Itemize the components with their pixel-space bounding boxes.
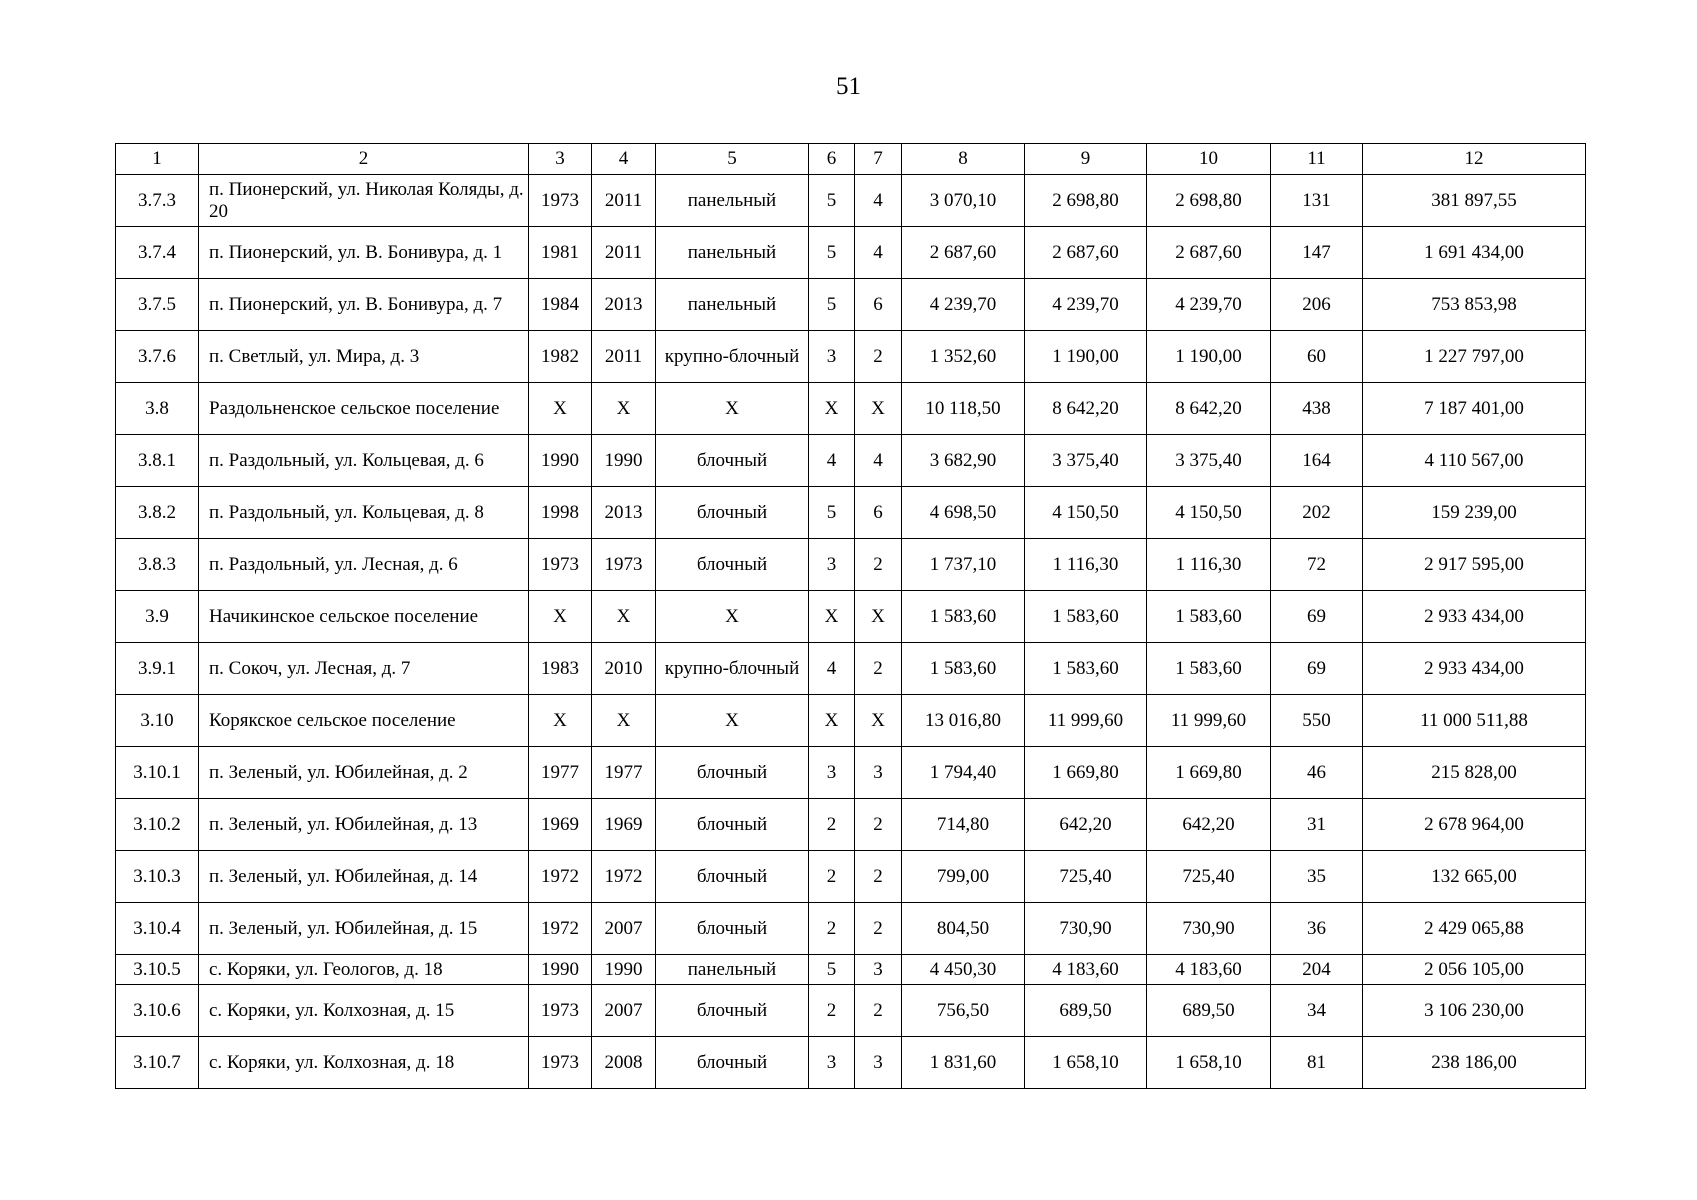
item-number-cell: 3.7.4 [116,227,199,279]
living-area-cell: 4 183,60 [1025,955,1147,985]
cost-cell: 2 429 065,88 [1363,903,1586,955]
build-year-cell: 1977 [529,747,592,799]
table-row [116,643,1586,695]
item-number-cell: 3.8.1 [116,435,199,487]
entrances-cell: 4 [855,175,902,227]
residential-area-cell: 2 698,80 [1147,175,1271,227]
column-header-12: 12 [1363,144,1586,175]
build-year-cell: 1973 [529,539,592,591]
item-number-cell: 3.7.6 [116,331,199,383]
address-cell: п. Пионерский, ул. В. Бонивура, д. 1 [199,227,529,279]
total-area-cell: 799,00 [902,851,1025,903]
residents-cell: 131 [1271,175,1363,227]
table-row [116,591,1586,643]
build-year-cell: 1972 [529,903,592,955]
renovation-year-cell: 2007 [592,985,656,1037]
total-area-cell: 10 118,50 [902,383,1025,435]
floors-cell: 5 [809,279,855,331]
living-area-cell: 4 239,70 [1025,279,1147,331]
address-cell: п. Раздольный, ул. Лесная, д. 6 [199,539,529,591]
cost-cell: 2 933 434,00 [1363,591,1586,643]
build-year-cell: Х [529,383,592,435]
address-cell: Раздольненское сельское поселение [199,383,529,435]
cost-cell: 2 678 964,00 [1363,799,1586,851]
floors-cell: 3 [809,1037,855,1089]
renovation-year-cell: 1969 [592,799,656,851]
build-year-cell: 1983 [529,643,592,695]
floors-cell: 3 [809,539,855,591]
build-year-cell: 1973 [529,985,592,1037]
wall-material-cell: блочный [656,539,809,591]
cost-cell: 11 000 511,88 [1363,695,1586,747]
living-area-cell: 11 999,60 [1025,695,1147,747]
renovation-year-cell: Х [592,383,656,435]
living-area-cell: 2 698,80 [1025,175,1147,227]
entrances-cell: 4 [855,227,902,279]
total-area-cell: 714,80 [902,799,1025,851]
residents-cell: 69 [1271,643,1363,695]
residents-cell: 69 [1271,591,1363,643]
item-number-cell: 3.10 [116,695,199,747]
entrances-cell: 3 [855,1037,902,1089]
residential-area-cell: 3 375,40 [1147,435,1271,487]
build-year-cell: Х [529,591,592,643]
item-number-cell: 3.7.5 [116,279,199,331]
address-cell: п. Раздольный, ул. Кольцевая, д. 6 [199,435,529,487]
build-year-cell: 1973 [529,1037,592,1089]
living-area-cell: 8 642,20 [1025,383,1147,435]
residents-cell: 147 [1271,227,1363,279]
entrances-cell: 2 [855,985,902,1037]
living-area-cell: 1 658,10 [1025,1037,1147,1089]
living-area-cell: 1 583,60 [1025,591,1147,643]
residential-area-cell: 642,20 [1147,799,1271,851]
entrances-cell: 2 [855,903,902,955]
floors-cell: 5 [809,955,855,985]
renovation-year-cell: 2007 [592,903,656,955]
cost-cell: 753 853,98 [1363,279,1586,331]
residential-area-cell: 1 669,80 [1147,747,1271,799]
total-area-cell: 1 831,60 [902,1037,1025,1089]
build-year-cell: 1973 [529,175,592,227]
table-row [116,1037,1586,1089]
total-area-cell: 3 682,90 [902,435,1025,487]
wall-material-cell: панельный [656,279,809,331]
item-number-cell: 3.8.2 [116,487,199,539]
floors-cell: Х [809,383,855,435]
total-area-cell: 4 239,70 [902,279,1025,331]
residents-cell: 35 [1271,851,1363,903]
renovation-year-cell: Х [592,591,656,643]
address-cell: п. Зеленый, ул. Юбилейная, д. 13 [199,799,529,851]
residents-cell: 72 [1271,539,1363,591]
address-cell: п. Зеленый, ул. Юбилейная, д. 15 [199,903,529,955]
floors-cell: 5 [809,227,855,279]
cost-cell: 2 056 105,00 [1363,955,1586,985]
total-area-cell: 3 070,10 [902,175,1025,227]
address-cell: п. Зеленый, ул. Юбилейная, д. 2 [199,747,529,799]
housing-table [115,143,1586,1089]
living-area-cell: 1 116,30 [1025,539,1147,591]
residential-area-cell: 730,90 [1147,903,1271,955]
residents-cell: 202 [1271,487,1363,539]
cost-cell: 132 665,00 [1363,851,1586,903]
floors-cell: Х [809,591,855,643]
wall-material-cell: блочный [656,985,809,1037]
table-row [116,695,1586,747]
address-cell: п. Зеленый, ул. Юбилейная, д. 14 [199,851,529,903]
item-number-cell: 3.10.7 [116,1037,199,1089]
residents-cell: 164 [1271,435,1363,487]
floors-cell: 5 [809,175,855,227]
column-header-3: 3 [529,144,592,175]
table-row [116,331,1586,383]
address-cell: п. Светлый, ул. Мира, д. 3 [199,331,529,383]
item-number-cell: 3.10.3 [116,851,199,903]
total-area-cell: 804,50 [902,903,1025,955]
renovation-year-cell: 2011 [592,227,656,279]
wall-material-cell: крупно-блочный [656,331,809,383]
column-header-2: 2 [199,144,529,175]
living-area-cell: 1 669,80 [1025,747,1147,799]
table-row [116,175,1586,227]
entrances-cell: 6 [855,279,902,331]
total-area-cell: 2 687,60 [902,227,1025,279]
entrances-cell: 2 [855,851,902,903]
residents-cell: 46 [1271,747,1363,799]
residential-area-cell: 725,40 [1147,851,1271,903]
table-header-row [116,144,1586,175]
living-area-cell: 730,90 [1025,903,1147,955]
entrances-cell: 2 [855,539,902,591]
cost-cell: 2 917 595,00 [1363,539,1586,591]
living-area-cell: 1 583,60 [1025,643,1147,695]
build-year-cell: 1998 [529,487,592,539]
floors-cell: 4 [809,643,855,695]
column-header-7: 7 [855,144,902,175]
build-year-cell: 1990 [529,435,592,487]
item-number-cell: 3.10.5 [116,955,199,985]
total-area-cell: 4 450,30 [902,955,1025,985]
address-cell: Корякское сельское поселение [199,695,529,747]
residents-cell: 204 [1271,955,1363,985]
living-area-cell: 725,40 [1025,851,1147,903]
wall-material-cell: панельный [656,175,809,227]
wall-material-cell: Х [656,695,809,747]
total-area-cell: 1 794,40 [902,747,1025,799]
floors-cell: Х [809,695,855,747]
column-header-5: 5 [656,144,809,175]
page-number: 51 [836,73,861,100]
wall-material-cell: блочный [656,903,809,955]
table-row [116,487,1586,539]
wall-material-cell: панельный [656,955,809,985]
address-cell: с. Коряки, ул. Колхозная, д. 18 [199,1037,529,1089]
renovation-year-cell: 2011 [592,331,656,383]
build-year-cell: 1990 [529,955,592,985]
cost-cell: 2 933 434,00 [1363,643,1586,695]
item-number-cell: 3.10.1 [116,747,199,799]
column-header-1: 1 [116,144,199,175]
floors-cell: 3 [809,331,855,383]
residential-area-cell: 4 183,60 [1147,955,1271,985]
table-row [116,985,1586,1037]
residents-cell: 31 [1271,799,1363,851]
wall-material-cell: Х [656,591,809,643]
cost-cell: 1 691 434,00 [1363,227,1586,279]
column-header-4: 4 [592,144,656,175]
item-number-cell: 3.9 [116,591,199,643]
renovation-year-cell: 1977 [592,747,656,799]
item-number-cell: 3.8 [116,383,199,435]
column-header-11: 11 [1271,144,1363,175]
column-header-8: 8 [902,144,1025,175]
renovation-year-cell: 1973 [592,539,656,591]
residents-cell: 550 [1271,695,1363,747]
total-area-cell: 13 016,80 [902,695,1025,747]
cost-cell: 238 186,00 [1363,1037,1586,1089]
total-area-cell: 756,50 [902,985,1025,1037]
item-number-cell: 3.10.4 [116,903,199,955]
renovation-year-cell: Х [592,695,656,747]
residents-cell: 438 [1271,383,1363,435]
column-header-9: 9 [1025,144,1147,175]
residential-area-cell: 8 642,20 [1147,383,1271,435]
table-row [116,955,1586,985]
cost-cell: 7 187 401,00 [1363,383,1586,435]
table-row [116,383,1586,435]
renovation-year-cell: 1990 [592,955,656,985]
address-cell: п. Раздольный, ул. Кольцевая, д. 8 [199,487,529,539]
entrances-cell: 2 [855,799,902,851]
wall-material-cell: блочный [656,1037,809,1089]
residential-area-cell: 689,50 [1147,985,1271,1037]
address-cell: с. Коряки, ул. Колхозная, д. 15 [199,985,529,1037]
item-number-cell: 3.10.2 [116,799,199,851]
cost-cell: 381 897,55 [1363,175,1586,227]
floors-cell: 2 [809,851,855,903]
floors-cell: 4 [809,435,855,487]
total-area-cell: 1 352,60 [902,331,1025,383]
table-row [116,747,1586,799]
wall-material-cell: блочный [656,435,809,487]
renovation-year-cell: 2013 [592,279,656,331]
total-area-cell: 1 583,60 [902,591,1025,643]
wall-material-cell: блочный [656,799,809,851]
address-cell: Начикинское сельское поселение [199,591,529,643]
living-area-cell: 3 375,40 [1025,435,1147,487]
floors-cell: 5 [809,487,855,539]
residential-area-cell: 1 190,00 [1147,331,1271,383]
item-number-cell: 3.8.3 [116,539,199,591]
residential-area-cell: 11 999,60 [1147,695,1271,747]
residential-area-cell: 4 150,50 [1147,487,1271,539]
wall-material-cell: крупно-блочный [656,643,809,695]
floors-cell: 2 [809,903,855,955]
residential-area-cell: 1 658,10 [1147,1037,1271,1089]
residential-area-cell: 2 687,60 [1147,227,1271,279]
renovation-year-cell: 2010 [592,643,656,695]
entrances-cell: Х [855,695,902,747]
build-year-cell: Х [529,695,592,747]
address-cell: с. Коряки, ул. Геологов, д. 18 [199,955,529,985]
living-area-cell: 642,20 [1025,799,1147,851]
residents-cell: 36 [1271,903,1363,955]
build-year-cell: 1981 [529,227,592,279]
address-cell: п. Пионерский, ул. В. Бонивура, д. 7 [199,279,529,331]
wall-material-cell: блочный [656,487,809,539]
renovation-year-cell: 1972 [592,851,656,903]
entrances-cell: Х [855,383,902,435]
entrances-cell: 6 [855,487,902,539]
item-number-cell: 3.10.6 [116,985,199,1037]
address-cell: п. Сокоч, ул. Лесная, д. 7 [199,643,529,695]
entrances-cell: 2 [855,643,902,695]
table-row [116,539,1586,591]
residential-area-cell: 1 116,30 [1147,539,1271,591]
table-row [116,851,1586,903]
cost-cell: 1 227 797,00 [1363,331,1586,383]
total-area-cell: 4 698,50 [902,487,1025,539]
residents-cell: 206 [1271,279,1363,331]
wall-material-cell: блочный [656,851,809,903]
build-year-cell: 1984 [529,279,592,331]
build-year-cell: 1972 [529,851,592,903]
table-row [116,903,1586,955]
cost-cell: 3 106 230,00 [1363,985,1586,1037]
residents-cell: 60 [1271,331,1363,383]
cost-cell: 159 239,00 [1363,487,1586,539]
residents-cell: 34 [1271,985,1363,1037]
wall-material-cell: блочный [656,747,809,799]
floors-cell: 3 [809,747,855,799]
residential-area-cell: 1 583,60 [1147,643,1271,695]
renovation-year-cell: 2013 [592,487,656,539]
entrances-cell: 3 [855,955,902,985]
residential-area-cell: 4 239,70 [1147,279,1271,331]
entrances-cell: Х [855,591,902,643]
column-header-10: 10 [1147,144,1271,175]
renovation-year-cell: 2011 [592,175,656,227]
build-year-cell: 1969 [529,799,592,851]
table-row [116,279,1586,331]
build-year-cell: 1982 [529,331,592,383]
entrances-cell: 3 [855,747,902,799]
item-number-cell: 3.9.1 [116,643,199,695]
total-area-cell: 1 737,10 [902,539,1025,591]
residential-area-cell: 1 583,60 [1147,591,1271,643]
wall-material-cell: Х [656,383,809,435]
residents-cell: 81 [1271,1037,1363,1089]
table-row [116,799,1586,851]
renovation-year-cell: 2008 [592,1037,656,1089]
renovation-year-cell: 1990 [592,435,656,487]
address-cell: п. Пионерский, ул. Николая Коляды, д. 20 [199,175,529,227]
table-row [116,435,1586,487]
table-body [116,175,1586,1089]
column-header-6: 6 [809,144,855,175]
living-area-cell: 4 150,50 [1025,487,1147,539]
wall-material-cell: панельный [656,227,809,279]
floors-cell: 2 [809,799,855,851]
floors-cell: 2 [809,985,855,1037]
entrances-cell: 2 [855,331,902,383]
item-number-cell: 3.7.3 [116,175,199,227]
table-row [116,227,1586,279]
total-area-cell: 1 583,60 [902,643,1025,695]
living-area-cell: 689,50 [1025,985,1147,1037]
entrances-cell: 4 [855,435,902,487]
living-area-cell: 2 687,60 [1025,227,1147,279]
cost-cell: 4 110 567,00 [1363,435,1586,487]
living-area-cell: 1 190,00 [1025,331,1147,383]
cost-cell: 215 828,00 [1363,747,1586,799]
